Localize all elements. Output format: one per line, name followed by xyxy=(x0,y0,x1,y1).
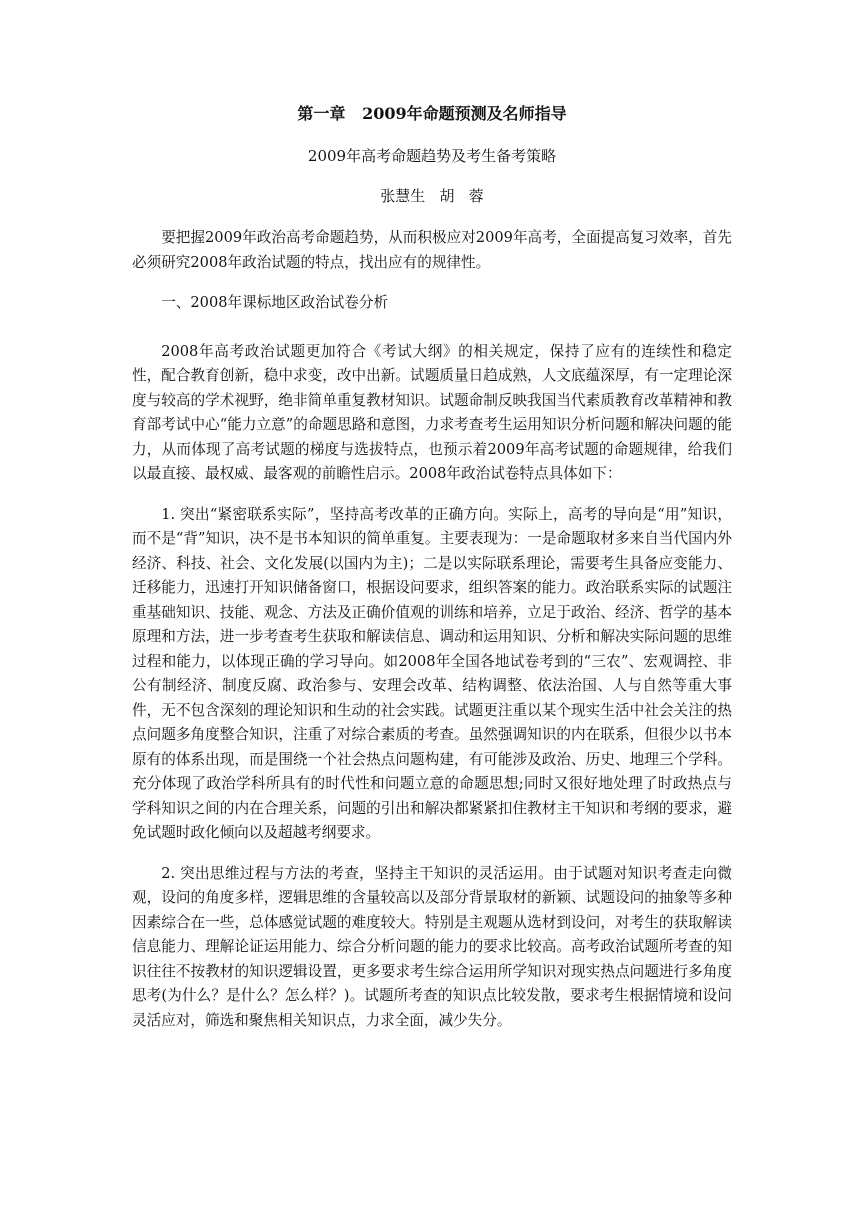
section-heading: 一、2008年课标地区政治试卷分析 xyxy=(161,294,389,311)
article-subtitle: 2009年高考命题趋势及考生备考策略 xyxy=(307,147,557,165)
document-page xyxy=(132,100,732,1049)
overview-paragraph: 2008年高考政治试题更加符合《考试大纲》的相关规定，保持了应有的连续性和稳定性，配合教育创新，稳中求变，改中出新。试题质量日趋成熟，人文底蕴深厚，有一定理论深度与较高的学术视野，绝非简单重复教材知识。试题命制反映我国当代素质教育改革精神和教育部考试中心“能力立意”的命题思路和意图，力求考查考生运用知识分析问题和解决问题的能力，从而体现了高考试题的梯度与选拔特点，也预示着2009年高考试题的命题规律，给我们以最直接、最权威、最客观的前瞻性启示。2008年政治试卷特点具体如下： xyxy=(132,342,732,482)
point-1-paragraph: 1. 突出“紧密联系实际”，坚持高考改革的正确方向。实际上，高考的导向是“用”知识，而不是“背”知识，决不是书本知识的简单重复。主要表现为：一是命题取材多来自当代国内外经济、科技、社会、文化发展(以国内为主)；二是以实际联系理论，需要考生具备应变能力、迁移能力，迅速打开知识储备窗口，根据设问要求，组织答案的能力。政治联系实际的试题注重基础知识、技能、观念、方法及正确价值观的训练和培养，立足于政治、经济、哲学的基本原理和方法，进一步考查考生获取和解读信息、调动和运用知识、分析和解决实际问题的思维过程和能力，以体现正确的学习导向。如2008年全国各地试卷考到的“三农”、宏观调控、非公有制经济、制度反腐、政治参与、安理会改革、结构调整、依法治国、人与自然等重大事件，无不包含深刻的理论知识和生动的社会实践。试题更注重以某个现实生活中社会关注的热点问题多角度整合知识，注重了对综合素质的考查。虽然强调知识的内在联系，但很少以书本原有的体系出现，而是围绕一个社会热点问题构建，有可能涉及政治、历史、地理三个学科。充分体现了政治学科所具有的时代性和问题立意的命题思想;同时又很好地处理了时政热点与学科知识之间的内在合理关系，问题的引出和解决都紧紧扣住教材主干知识和考纲的要求，避免试题时政化倾向以及超越考纲要求。 xyxy=(132,505,732,841)
intro-paragraph: 要把握2009年政治高考命题趋势，从而积极应对2009年高考，全面提高复习效率，首先必须研究2008年政治试题的特点，找出应有的规律性。 xyxy=(132,229,732,271)
chapter-title: 第一章 2009年命题预测及名师指导 xyxy=(297,104,567,123)
author-line: 张慧生 胡 蓉 xyxy=(380,187,484,205)
point-2-paragraph: 2. 突出思维过程与方法的考查，坚持主干知识的灵活运用。由于试题对知识考查走向微观，设问的角度多样，逻辑思维的含量较高以及部分背景取材的新颖、试题设问的抽象等多种因素综合在一些，总体感觉试题的难度较大。特别是主观题从选材到设问，对考生的获取解读信息能力、理解论证运用能力、综合分析问题的能力的要求比较高。高考政治试题所考查的知识往往不按教材的知识逻辑设置，更多要求考生综合运用所学知识对现实热点问题进行多角度思考(为什么？是什么？怎么样？)。试题所考查的知识点比较发散，要求考生根据情境和设问灵活应对，筛选和聚焦相关知识点，力求全面，减少失分。 xyxy=(132,864,732,1029)
